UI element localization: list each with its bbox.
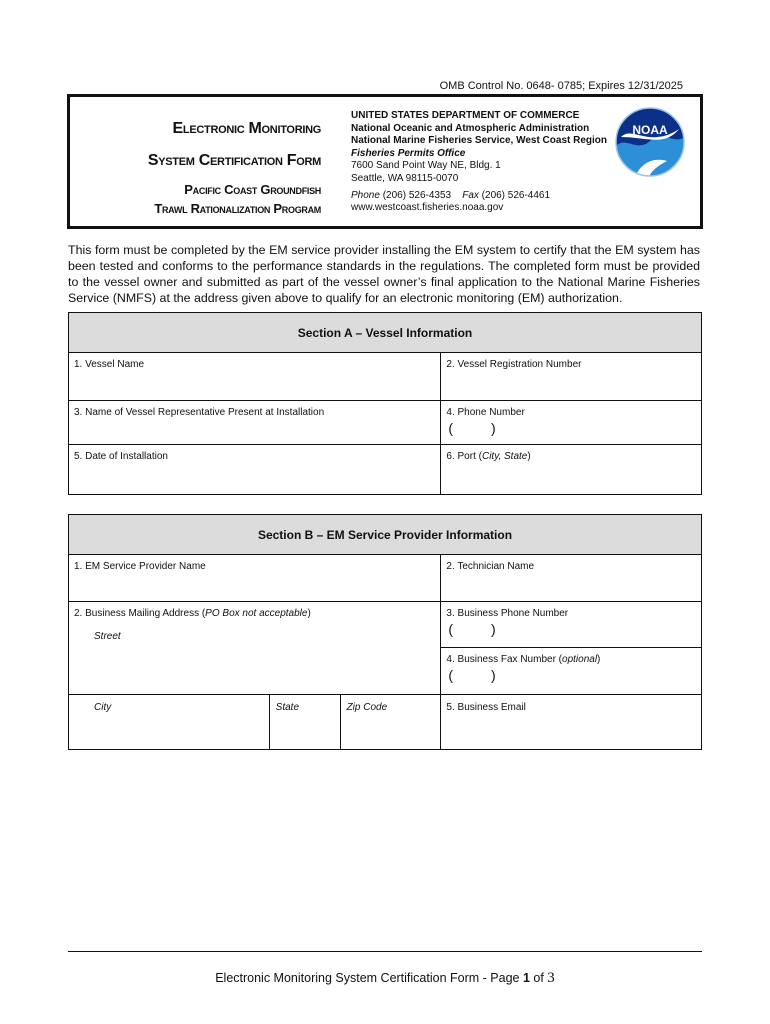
technician-name-label: 2. Technician Name xyxy=(446,561,535,572)
noaa-logo-icon xyxy=(615,107,685,177)
footer-page-number: 1 xyxy=(522,971,530,985)
business-phone-mask: ( ) xyxy=(448,621,496,637)
provider-name-label: 1. EM Service Provider Name xyxy=(74,561,206,572)
omb-control-number: OMB Control No. 0648- 0785; Expires 12/31/2025 xyxy=(439,80,683,92)
office-city: Seattle, WA 98115-0070 xyxy=(351,172,459,184)
business-email-field[interactable] xyxy=(441,695,702,750)
zip-code-field[interactable] xyxy=(340,695,441,750)
dept-name: UNITED STATES DEPARTMENT OF COMMERCE xyxy=(351,110,580,121)
state-label: State xyxy=(275,702,300,713)
business-phone-field[interactable] xyxy=(441,602,702,648)
fax-label: Fax xyxy=(462,189,479,201)
business-fax-label: 4. Business Fax Number (optional) xyxy=(446,654,601,665)
program-line1: Pacific Coast Groundfish xyxy=(184,182,321,197)
office-fax: (206) 526-4461 xyxy=(481,189,551,201)
vessel-name-field[interactable] xyxy=(69,353,441,401)
business-fax-field[interactable] xyxy=(441,648,702,695)
page-footer xyxy=(68,970,702,987)
footer-page-total: 3 xyxy=(547,970,555,986)
city-field[interactable] xyxy=(69,695,270,750)
footer-divider xyxy=(68,951,702,952)
installation-date-field[interactable] xyxy=(69,445,441,495)
footer-text: Electronic Monitoring System Certification Form - Page xyxy=(215,971,523,985)
nmfs-name: National Marine Fisheries Service, West Coast Region xyxy=(351,135,608,147)
office-website: www.westcoast.fisheries.noaa.gov xyxy=(351,202,504,214)
provider-name-field[interactable] xyxy=(69,555,441,602)
vessel-name-label: 1. Vessel Name xyxy=(74,359,145,370)
program-line2: Trawl Rationalization Program xyxy=(154,201,321,216)
agency-address xyxy=(351,110,607,215)
section-a-title: Section A – Vessel Information xyxy=(69,313,702,353)
section-a-table xyxy=(68,312,702,495)
section-b-table xyxy=(68,514,702,750)
phone-number-field[interactable] xyxy=(441,401,702,445)
technician-name-field[interactable] xyxy=(441,555,702,602)
form-header xyxy=(67,94,703,229)
vessel-registration-field[interactable] xyxy=(441,353,702,401)
business-email-label: 5. Business Email xyxy=(446,702,526,713)
city-label: City xyxy=(94,702,112,713)
office-phone: (206) 526-4353 xyxy=(382,189,452,201)
port-field[interactable] xyxy=(441,445,702,495)
form-title-line1: Electronic Monitoring xyxy=(172,120,321,137)
vessel-registration-label: 2. Vessel Registration Number xyxy=(446,359,582,370)
mailing-address-label: 2. Business Mailing Address (PO Box not acceptable) xyxy=(74,608,311,619)
port-label: 6. Port (City, State) xyxy=(446,451,531,462)
contact-line xyxy=(351,190,607,203)
phone-label: Phone xyxy=(351,189,380,201)
office-street: 7600 Sand Point Way NE, Bldg. 1 xyxy=(351,160,501,172)
representative-label: 3. Name of Vessel Representative Present at Installation xyxy=(74,407,325,418)
logo-text: NOAA xyxy=(632,123,668,137)
business-fax-mask: ( ) xyxy=(448,667,496,683)
phone-number-mask: ( ) xyxy=(448,420,496,436)
noaa-name: National Oceanic and Atmospheric Administration xyxy=(351,122,590,134)
street-label: Street xyxy=(94,631,121,642)
business-phone-label: 3. Business Phone Number xyxy=(446,608,569,619)
mailing-address-street-field[interactable] xyxy=(69,602,441,695)
form-title-block xyxy=(70,119,321,217)
phone-number-label: 4. Phone Number xyxy=(446,407,525,418)
state-field[interactable] xyxy=(269,695,340,750)
form-title-line2: System Certification Form xyxy=(147,152,321,169)
representative-field[interactable] xyxy=(69,401,441,445)
section-b-title: Section B – EM Service Provider Information xyxy=(69,515,702,555)
installation-date-label: 5. Date of Installation xyxy=(74,451,168,462)
intro-paragraph: This form must be completed by the EM service provider installing the EM system to certify that the EM system has been tested and conforms to the performance standards in the regulations. The completed form must be provided to the vessel owner and submitted as part of the vessel owner’s final application to the National Marine Fisheries Service (NMFS) at the address given above to qualify for an electronic monitoring (EM) authorization. xyxy=(68,243,700,305)
footer-of: of xyxy=(529,971,548,985)
office-name: Fisheries Permits Office xyxy=(351,147,466,159)
zip-code-label: Zip Code xyxy=(346,702,388,713)
